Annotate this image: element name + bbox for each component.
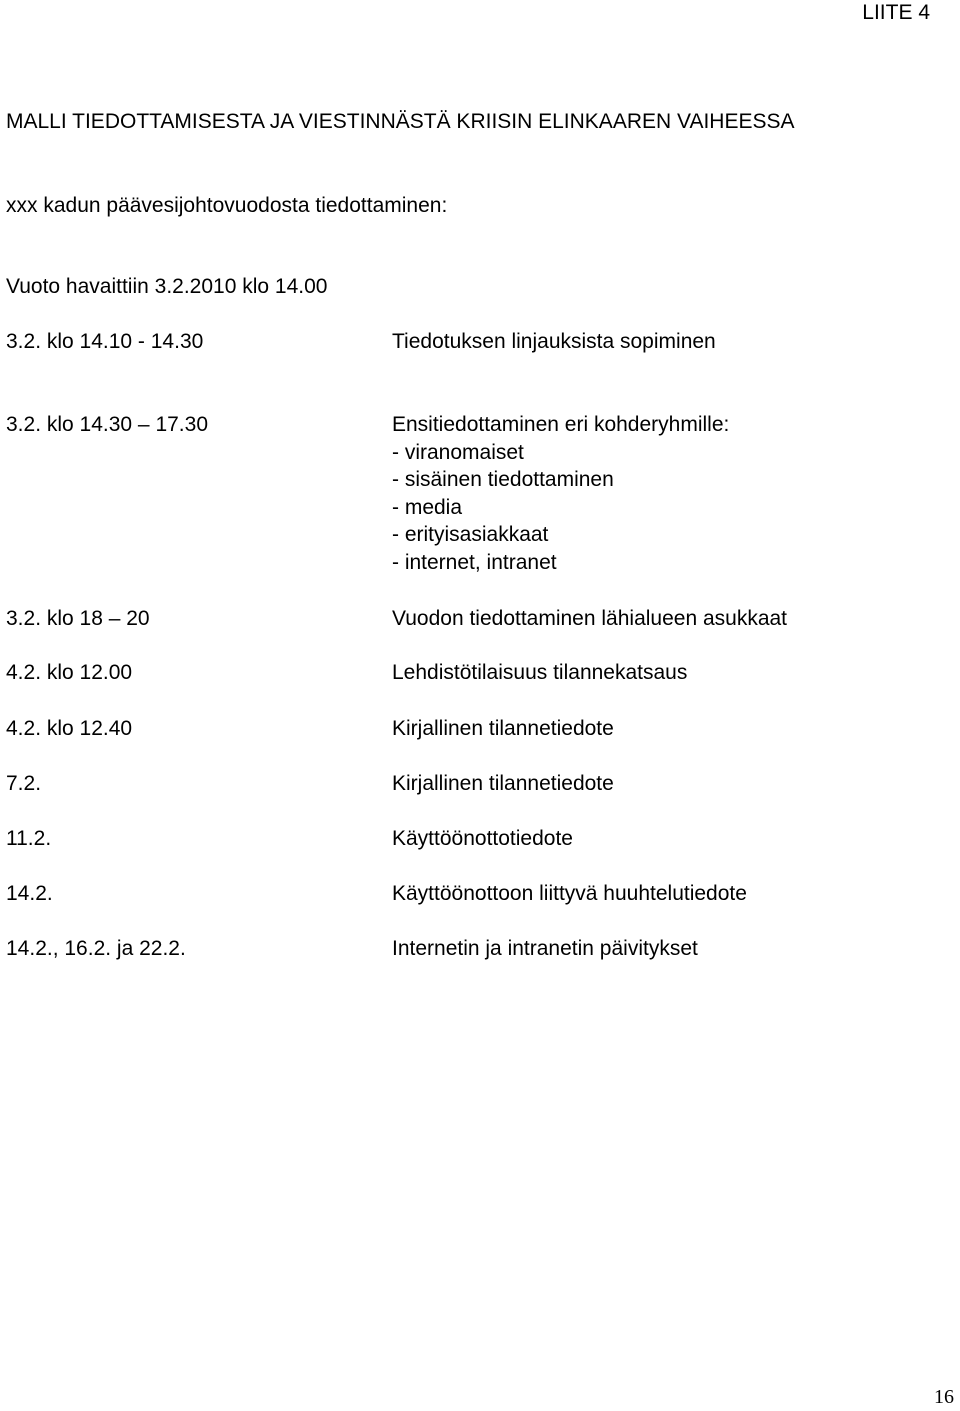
schedule-time: 14.2., 16.2. ja 22.2. (6, 937, 186, 960)
schedule-description: Käyttöönottotiedote (392, 827, 573, 850)
target-group-item: - internet, intranet (392, 550, 557, 574)
schedule-time: 4.2. klo 12.40 (6, 717, 133, 740)
target-group-item: - erityisasiakkaat (392, 523, 549, 546)
schedule-time: 3.2. klo 18 – 20 (6, 607, 150, 630)
schedule-description: Käyttöönottoon liittyvä huuhtelutiedote (392, 882, 747, 905)
leak-detected-line: Vuoto havaittiin 3.2.2010 klo 14.00 (6, 275, 328, 298)
schedule-description: Lehdistötilaisuus tilannekatsaus (392, 661, 688, 684)
schedule-time: 7.2. (6, 772, 42, 795)
schedule-description: Kirjallinen tilannetiedote (392, 772, 614, 795)
page-number: 16 (934, 1386, 954, 1408)
schedule-description: Tiedotuksen linjauksista sopiminen (392, 330, 716, 353)
schedule-time: 3.2. klo 14.10 - 14.30 (6, 330, 204, 353)
schedule-time: 4.2. klo 12.00 (6, 661, 133, 684)
schedule-description: Internetin ja intranetin päivitykset (392, 937, 698, 960)
document-subject: xxx kadun päävesijohtovuodosta tiedottaminen: (6, 194, 448, 217)
target-group-item: - sisäinen tiedottaminen (392, 468, 614, 491)
schedule-description: Ensitiedottaminen eri kohderyhmille: (392, 413, 730, 436)
schedule-time: 11.2. (6, 827, 52, 850)
target-group-list (392, 439, 729, 577)
schedule-time: 3.2. klo 14.30 – 17.30 (6, 413, 208, 436)
target-group-item: - viranomaiset (392, 440, 524, 464)
schedule-description-block (392, 411, 729, 576)
document-title: MALLI TIEDOTTAMISESTA JA VIESTINNÄSTÄ KRIISIN ELINKAAREN VAIHEESSA (6, 110, 795, 133)
schedule-description: Vuodon tiedottaminen lähialueen asukkaat (392, 607, 788, 630)
target-group-item: - media (392, 495, 463, 519)
schedule-description: Kirjallinen tilannetiedote (392, 717, 614, 740)
schedule-time: 14.2. (6, 882, 53, 905)
appendix-label: LIITE 4 (862, 1, 930, 24)
